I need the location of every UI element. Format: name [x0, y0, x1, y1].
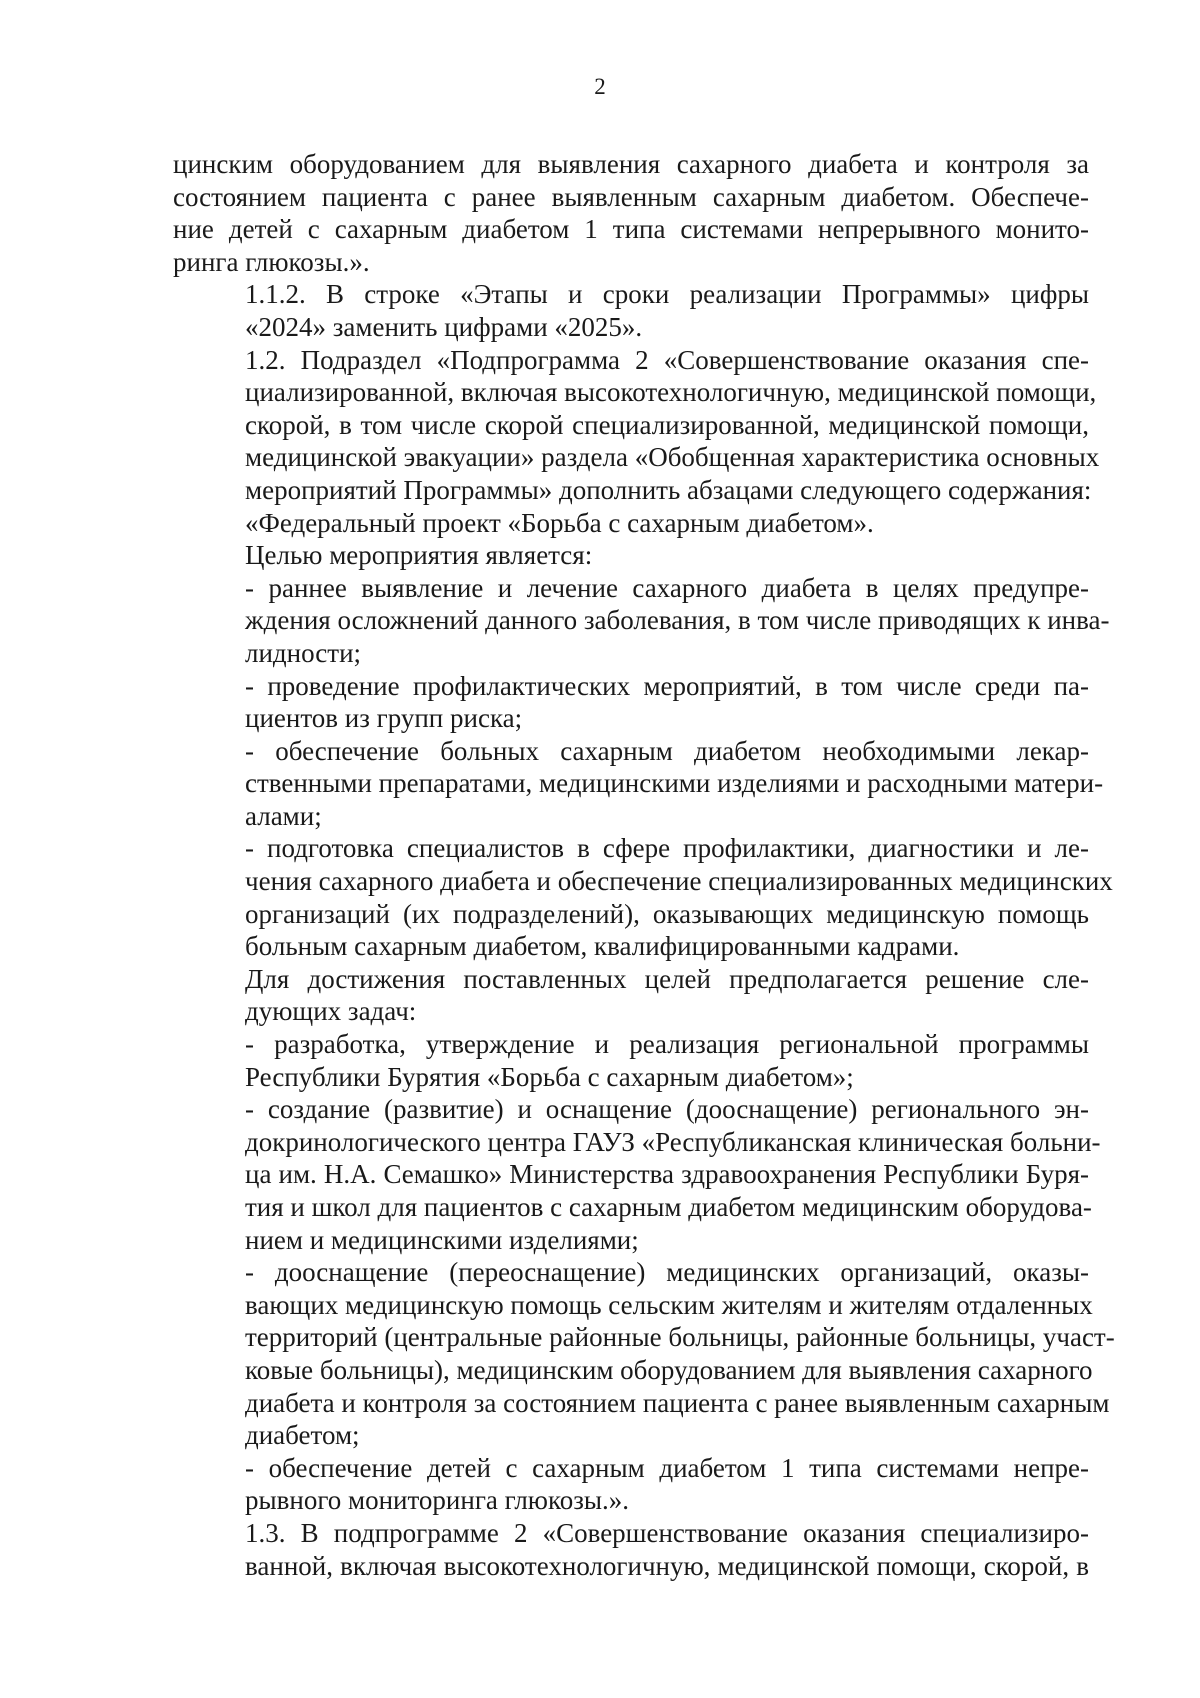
text-line: 1.2. Подраздел «Подпрограмма 2 «Совершенствование оказания спе- — [245, 344, 1089, 375]
paragraph — [173, 735, 1104, 833]
paragraph — [173, 572, 1110, 670]
text-line: 1.1.2. В строке «Этапы и сроки реализации Программы» цифры — [245, 279, 1089, 310]
text-line: ковые больницы), медицинским оборудованием для выявления сахарного — [245, 1354, 1093, 1385]
text-line: - создание (развитие) и оснащение (дооснащение) регионального эн- — [245, 1094, 1089, 1125]
text-line: циентов из групп риска; — [245, 703, 523, 734]
paragraph — [173, 344, 1100, 507]
text-line: - подготовка специалистов в сфере профилактики, диагностики и ле- — [245, 833, 1089, 864]
text-line: - дооснащение (переоснащение) медицинских организаций, оказы- — [245, 1257, 1089, 1288]
text-line: циализированной, включая высокотехнологичную, медицинской помощи, — [245, 377, 1097, 408]
text-line: 1.3. В подпрограмме 2 «Совершенствование оказания специализиро- — [245, 1517, 1089, 1548]
text-line: ванной, включая высокотехнологичную, медицинской помощи, скорой, в — [245, 1550, 1089, 1581]
text-line: ца им. Н.А. Семашко» Министерства здравоохранения Республики Буря- — [245, 1159, 1089, 1190]
text-line: «Федеральный проект «Борьба с сахарным диабетом». — [245, 507, 874, 538]
text-line: Республики Бурятия «Борьба с сахарным диабетом»; — [245, 1061, 854, 1092]
text-line: ринга глюкозы.». — [173, 246, 370, 277]
text-line: чения сахарного диабета и обеспечение специализированных медицинских — [245, 866, 1113, 897]
paragraph — [173, 1028, 1089, 1093]
paragraph — [173, 1093, 1101, 1256]
text-line: ние детей с сахарным диабетом 1 типа системами непрерывного монито- — [173, 214, 1089, 245]
paragraph — [173, 670, 1089, 735]
text-line: - обеспечение детей с сахарным диабетом 1 типа системами непре- — [245, 1452, 1089, 1483]
text-line: диабета и контроля за состоянием пациента с ранее выявленным сахарным — [245, 1387, 1110, 1418]
text-line: - разработка, утверждение и реализация региональной программы — [245, 1029, 1089, 1060]
text-line: организаций (их подразделений), оказывающих медицинскую помощь — [245, 898, 1089, 929]
text-line: докринологического центра ГАУЗ «Республиканская клиническая больни- — [245, 1126, 1101, 1157]
text-line: - обеспечение больных сахарным диабетом необходимыми лекар- — [245, 735, 1089, 766]
text-line: тия и школ для пациентов с сахарным диабетом медицинским оборудова- — [245, 1192, 1092, 1222]
text-line: ждения осложнений данного заболевания, в том числе приводящих к инва- — [245, 605, 1110, 636]
text-line: Целью мероприятия является: — [245, 540, 593, 571]
text-line: территорий (центральные районные больницы, районные больницы, участ- — [245, 1322, 1115, 1353]
text-line: мероприятий Программы» дополнить абзацами следующего содержания: — [245, 474, 1092, 505]
page-number: 2 — [594, 74, 606, 99]
text-line: дующих задач: — [245, 996, 417, 1027]
paragraph — [173, 1452, 1089, 1517]
paragraph — [173, 507, 1089, 540]
text-line: медицинской эвакуации» раздела «Обобщенная характеристика основных — [245, 442, 1100, 473]
text-line: ственными препаратами, медицинскими изделиями и расходными матери- — [245, 768, 1104, 799]
text-line: больным сахарным диабетом, квалифицированными кадрами. — [245, 931, 960, 962]
paragraph — [173, 278, 1089, 343]
text-line: вающих медицинскую помощь сельским жителям и жителям отдаленных — [245, 1289, 1093, 1320]
paragraph — [173, 832, 1113, 962]
text-line: рывного мониторинга глюкозы.». — [245, 1485, 630, 1516]
paragraph — [173, 539, 1089, 572]
text-line: состоянием пациента с ранее выявленным сахарным диабетом. Обеспече- — [173, 181, 1089, 212]
text-line: - раннее выявление и лечение сахарного диабета в целях предупре- — [245, 572, 1089, 603]
paragraph — [173, 963, 1089, 1028]
text-line: нием и медицинскими изделиями; — [245, 1224, 639, 1255]
paragraph — [173, 148, 1089, 278]
text-line: лидности; — [245, 637, 362, 668]
document-body — [173, 148, 1115, 1582]
text-line: «2024» заменить цифрами «2025». — [245, 311, 643, 342]
paragraph — [173, 1256, 1115, 1452]
text-line: Для достижения поставленных целей предполагается решение сле- — [245, 963, 1089, 994]
text-line: скорой, в том числе скорой специализированной, медицинской помощи, — [245, 409, 1089, 440]
text-line: - проведение профилактических мероприятий, в том числе среди па- — [245, 670, 1089, 701]
text-line: цинским оборудованием для выявления сахарного диабета и контроля за — [173, 149, 1089, 179]
text-line: алами; — [245, 800, 322, 831]
paragraph — [173, 1517, 1089, 1582]
text-line: диабетом; — [245, 1420, 360, 1451]
